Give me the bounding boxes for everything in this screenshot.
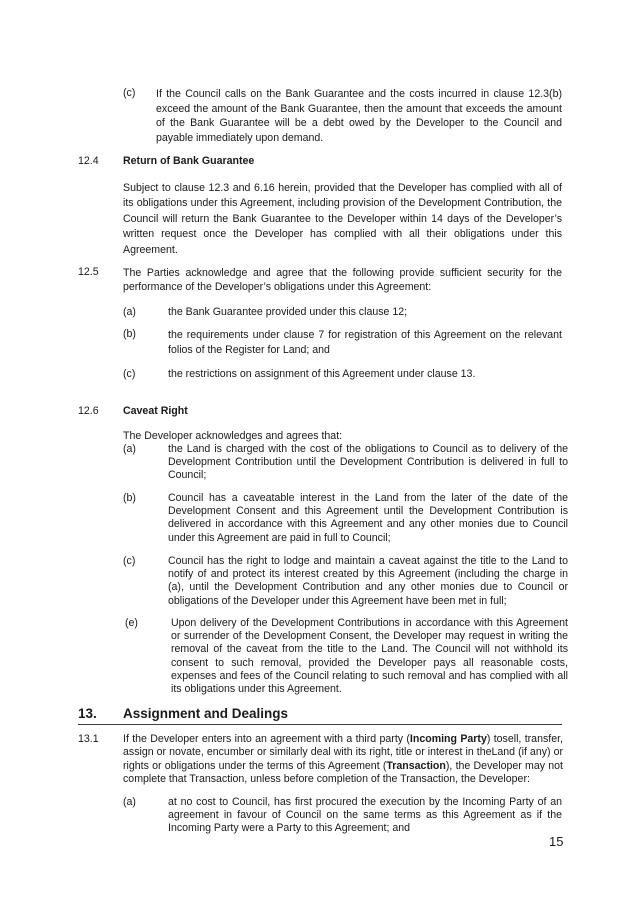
clause-13-1-text xyxy=(123,733,563,787)
clause-12-6-e-text: Upon delivery of the Development Contributions in accordance with this Agreement or surrender of the Development Consent, the Developer may request in writing the removal of the caveat from the title to the Land. The Council will not withhold its consent to such removal, provided the Developer pays all reasonable costs, expenses and fees of the Council relating to such removal and has complied with all its obligations under this Agreement. xyxy=(171,617,568,696)
clause-13-1-a-label: (a) xyxy=(123,796,136,808)
clause-12-5-c-label: (c) xyxy=(123,368,136,380)
clause-12-5-intro: The Parties acknowledge and agree that the following provide sufficient security for the performance of the Developer’s obligations under this Agreement: xyxy=(123,267,562,293)
clause-13-1-text-2: ) tosell, transfer, assign or novate, encumber or similarly deal with its right, title or interest in theLand (if any) or rights or obligations under the terms of this Agreement ( xyxy=(123,733,563,772)
clause-12-6-b-text: Council has a caveatable interest in the Land from the later of the date of the Development Consent and this Agreement until the Development Contribution is delivered in accordance with this Agreement and any other monies due to Council under this Agreement are paid in full to Council; xyxy=(168,492,568,544)
clause-12-6-title: Caveat Right xyxy=(123,405,188,417)
clause-12-6-a-text: the Land is charged with the cost of the obligations to Council as to delivery of the Development Contribution until the Development Contribution is delivered in full to Council; xyxy=(168,443,568,482)
clause-12-4-body: Subject to clause 12.3 and 6.16 herein, provided that the Developer has complied with all of its obligations under this Agreement, including provision of the Development Contribution, the Council will return the Bank Guarantee to the Developer within 14 days of the Developer’s written request once the Developer has complied with all their obligations under this Agreement. xyxy=(123,182,562,256)
clause-12-3-c-label: (c) xyxy=(123,87,136,99)
clause-13-1-text-3: ), the Developer may not complete that Transaction, unless before completion of the Transaction, the Developer: xyxy=(123,759,564,786)
clause-12-6-e-label: (e) xyxy=(125,617,138,629)
clause-12-6-c-label: (c) xyxy=(123,555,136,567)
page-number: 15 xyxy=(549,834,564,849)
clause-12-3-c-text: If the Council calls on the Bank Guarantee and the costs incurred in clause 12.3(b) exceed the amount of the Bank Guarantee, then the amount that exceeds the amount of the Bank Guarantee will be a debt owed by the Developer to the Council and payable immediately upon demand. xyxy=(156,88,562,144)
clause-13-1-number: 13.1 xyxy=(78,733,99,745)
clause-13-1-text-1: If the Developer enters into an agreement with a third party ( xyxy=(123,733,410,745)
clause-12-5-number: 12.5 xyxy=(78,266,99,278)
clause-12-6-number: 12.6 xyxy=(78,405,99,417)
clause-12-6-c-text: Council has the right to lodge and maintain a caveat against the title to the Land to notify of and protect its interest created by this Agreement (including the charge in (a), until the Development Contribution and any other monies due to Council or obligations of the Developer under this Agreement have been met in full; xyxy=(168,555,568,607)
clause-12-6-b-label: (b) xyxy=(123,492,136,504)
clause-12-5-a-label: (a) xyxy=(123,306,136,318)
clause-12-5-c-text: the restrictions on assignment of this Agreement under clause 13. xyxy=(168,368,476,380)
clause-13-1-a-text: at no cost to Council, has first procured the execution by the Incoming Party of an agreement in favour of Council on the same terms as this Agreement as if the Incoming Party were a Party to this Agreement; and xyxy=(168,796,562,835)
transaction-term: Transaction xyxy=(386,759,446,772)
section-13-rule xyxy=(78,724,562,725)
clause-12-6-a-label: (a) xyxy=(123,443,136,455)
clause-12-6-intro: The Developer acknowledges and agrees that: xyxy=(123,430,343,442)
clause-12-5-b-label: (b) xyxy=(123,328,136,340)
section-13-title: Assignment and Dealings xyxy=(123,706,289,721)
clause-12-4-title: Return of Bank Guarantee xyxy=(123,155,255,167)
clause-12-5-a-text: the Bank Guarantee provided under this clause 12; xyxy=(168,306,408,318)
clause-12-5-b-text: the requirements under clause 7 for registration of this Agreement on the relevant folios of the Register for Land; and xyxy=(168,329,562,356)
section-13-number: 13. xyxy=(78,706,97,721)
clause-12-4-number: 12.4 xyxy=(78,155,99,167)
incoming-party-term: Incoming Party xyxy=(409,733,487,745)
